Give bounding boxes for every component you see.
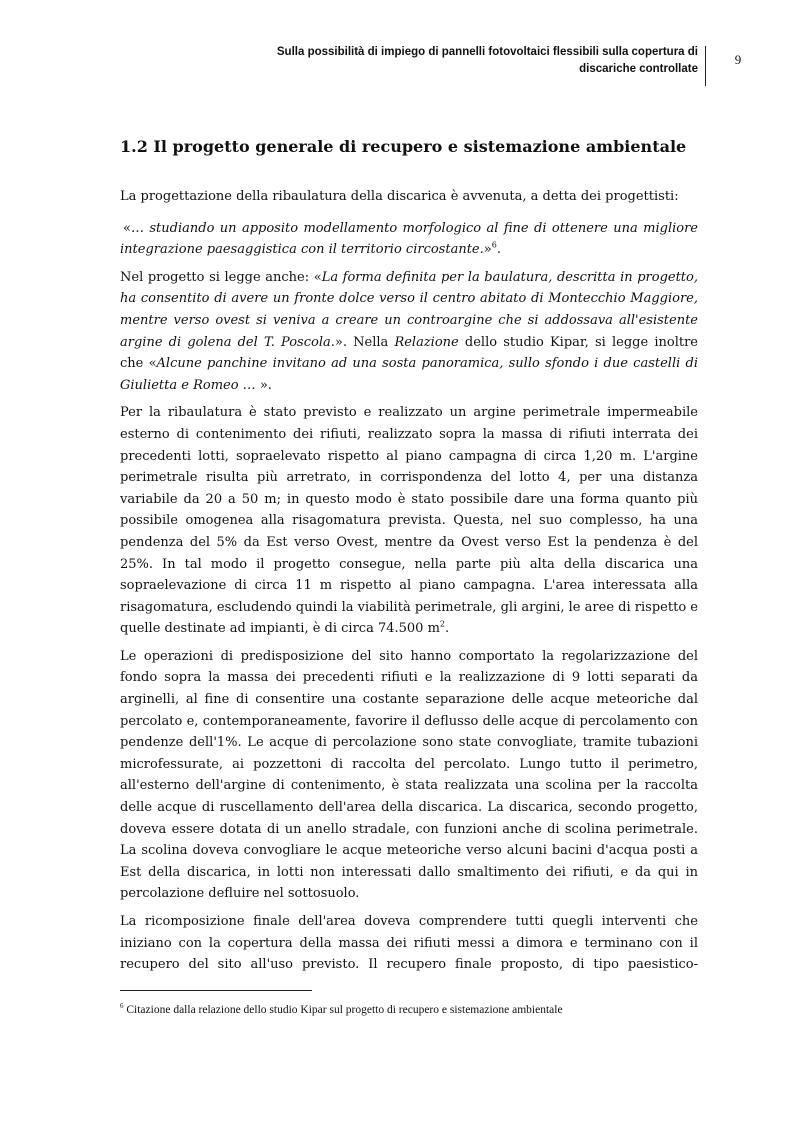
superscript: 2 (439, 619, 446, 629)
paragraph-ribaulatura (120, 402, 698, 640)
paragraph-project (120, 267, 698, 397)
quote-text: … studiando un apposito modellamento morfologico al fine di ottenere una migliore integrazione paesaggistica con il territorio circostante. (120, 220, 698, 258)
footnote (120, 1002, 700, 1018)
footnote-ref-6[interactable]: 6 (491, 240, 497, 250)
text-run: .». Nella (330, 334, 395, 350)
header-divider (705, 46, 706, 86)
quote-open: « (123, 220, 131, 236)
body-text (120, 186, 698, 982)
running-header (120, 44, 698, 78)
header-line-1: Sulla possibilità di impiego di pannelli fotovoltaici flessibili sulla copertura di (276, 46, 698, 58)
text-run: . (445, 621, 450, 637)
footnote-divider (120, 990, 312, 991)
quote-end: . (496, 242, 501, 258)
paragraph-quote (120, 218, 698, 261)
footnote-text: Citazione dalla relazione dello studio Kipar sul progetto di recupero e sistemazione ambientale (123, 1004, 563, 1016)
header-line-2: discariche controllate (579, 63, 698, 75)
italic-quote: Alcune panchine invitano ad una sosta panoramica, sullo sfondo i due castelli di Giulietta e Romeo … (120, 356, 698, 393)
text-run: dello studio Kipar, si legge inoltre che « (120, 334, 698, 372)
section-title: 1.2 Il progetto generale di recupero e sistemazione ambientale (120, 137, 687, 156)
paragraph-recomposition: La ricomposizione finale dell'area doveva comprendere tutti quegli interventi che iniziano con la copertura della massa dei rifiuti messi a dimora e terminano con il recupero del sito all'uso previsto. Il recupero finale proposto, di tipo paesistico- (120, 914, 698, 973)
paragraph-operations: Le operazioni di predisposizione del sito hanno comportato la regolarizzazione del fondo sopra la massa dei precedenti rifiuti e la realizzazione di 9 lotti separati da arginelli, al fine di consentire una costante separazione delle acque meteoriche dal percolato e, contemporaneamente, favorire il deflusso delle acque di percolamento con pendenze dell'1%. Le acque di percolazione sono state convogliate, tramite tubazioni microfessurate, ai pozzettoni di raccolta del percolato. Lungo tutto il perimetro, all'esterno dell'argine di contenimento, è stata realizzata una scolina per la raccolta delle acque di ruscellamento dell'area della discarica. La discarica, secondo progetto, doveva essere dotata di un anello stradale, con funzioni anche di scolina perimetrale. La scolina doveva convogliare le acque meteoriche verso alcuni bacini d'acqua posti a Est della discarica, in lotti non interessati dallo smaltimento dei rifiuti, e da qui in percolazione defluire nel sottosuolo. (120, 648, 698, 902)
text-run: ». (255, 377, 272, 393)
text-run: Nel progetto si legge anche: « (120, 269, 322, 285)
quote-close: » (483, 242, 492, 258)
italic-quote: La forma definita per la baulatura, descritta in progetto, ha consentito di avere un fronte dolce verso il centro abitato di Montecchio Maggiore, mentre verso ovest si veniva a creare un controargine che si addossava all'esistente argine di golena del T. Poscola (120, 269, 698, 350)
text-run: Per la ribaulatura è stato previsto e realizzato un argine perimetrale impermeabile esterno di contenimento dei rifiuti, realizzato sopra la massa di rifiuti interrata dei precedenti lotti, sopraelevato rispetto al piano campagna di circa 1,20 m. L'argine perimetrale risulta più arretrato, in corrispondenza del lotto 4, per una distanza variabile da 20 a 50 m; in questo modo è stato possibile dare una forma quanto più possibile omogenea alla risagomatura prevista. Questa, nel suo complesso, ha una pendenza del 5% da Est verso Ovest, mentre da Ovest verso Est la pendenza è del 25%. In tal modo il progetto consegue, nella parte più alta della discarica una sopraelevazione di circa 11 m rispetto al piano campagna. L'area interessata alla risagomatura, escludendo quindi la viabilità perimetrale, gli argini, le aree di rispetto e quelle destinate ad impianti, è di circa 74.500 m (120, 405, 698, 637)
paragraph-intro: La progettazione della ribaulatura della discarica è avvenuta, a detta dei progettisti: (120, 189, 679, 204)
page-number: 9 (734, 52, 742, 67)
italic-term: Relazione (394, 334, 459, 350)
footnote-number: 6 (120, 1002, 124, 1011)
